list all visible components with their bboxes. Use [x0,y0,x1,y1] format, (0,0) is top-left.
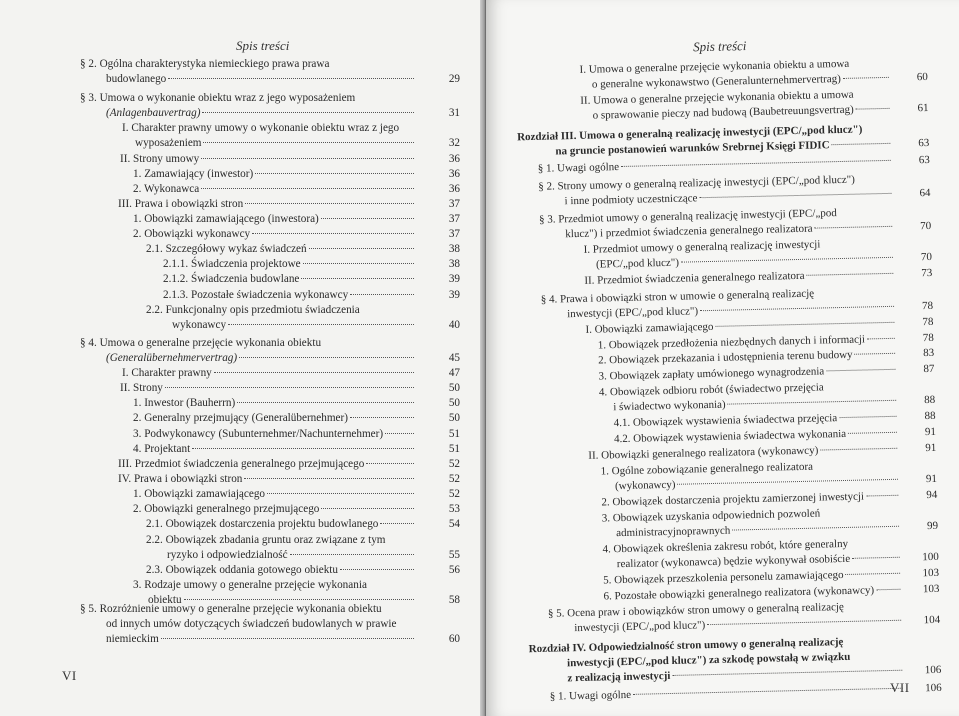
dot-leader [350,294,414,295]
toc-page-number: 100 [922,550,939,564]
toc-page-number: 38 [448,243,460,255]
toc-entry-text: 1. Ogólne zobowiązanie generalnego realizatora [600,460,814,478]
toc-entry-text: 1. Obowiązki zamawiającego (inwestora) [133,213,319,225]
toc-page-number: 32 [448,137,460,149]
toc-entry-text: 6. Pozostałe obowiązki generalnego realizatora (wykonawcy) [603,584,875,603]
toc-entry [120,153,418,166]
toc-page-number: 78 [922,315,934,329]
toc-page-number: 36 [448,183,460,195]
dot-leader [728,400,897,405]
toc-page-number: 103 [922,566,940,580]
toc-entry-text: 2. Wykonawca [133,183,200,195]
toc-entry-text: 2. Obowiązek dostarczenia projektu zamierzonej inwestycji [601,490,865,509]
toc-entry [120,382,418,395]
toc-entry-text: 2. Obowiązek przekazania i udostępnienia terenu budowy [598,348,853,367]
dot-leader [321,508,414,509]
dot-leader [856,108,890,110]
dot-leader [852,557,900,559]
toc-page-number: 37 [448,213,460,225]
toc-page-number: 50 [448,382,460,394]
toc-page-number: 91 [924,425,937,439]
toc-entry-text: § 5. Ocena praw i obowiązków stron umowy o generalną realizację [547,601,844,620]
toc-entry-text: 2. Generalny przejmujący (Generalübernehmer) [133,412,348,424]
dot-leader [621,160,891,167]
toc-entry-text: (EPC/„pod klucz") [595,256,680,271]
toc-entry-text: na gruncie postanowień warunków Srebrnej Księgi FIDIC [555,139,830,158]
toc-page-number: 63 [918,153,930,167]
toc-entry-text: 3. Obowiązek zapłaty umówionego wynagrodzenia [598,365,825,383]
toc-entry [133,183,418,196]
toc-entry-text: III. Prawa i obowiązki stron [118,198,244,210]
toc-entry-text: 3. Obowiązek uzyskania odpowiednich pozwoleń [601,507,821,525]
toc-entry-text: 5. Obowiązek przeszkolenia personelu zamawiającego [603,569,844,587]
toc-entry [80,58,329,71]
toc-entry [133,168,418,181]
toc-page-number: 36 [448,153,460,165]
page-number-left: VI [62,668,77,683]
toc-page-number: 78 [921,299,934,313]
toc-page-number: 64 [919,186,931,200]
toc-entry [118,458,418,471]
toc-page-number: 103 [922,582,940,596]
toc-page-number: 73 [921,266,933,280]
dot-leader [303,263,414,264]
toc-entry-text: administracyjnoprawnych [615,524,731,540]
toc-entry-text: 4. Obowiązek określenia zakresu robót, które generalny [602,537,849,556]
toc-entry [163,273,418,286]
toc-entry-text: I. Obowiązki zamawiającego [585,320,714,336]
dot-leader [385,433,414,434]
dot-leader [699,193,891,198]
toc-entry [133,579,367,592]
toc-entry [133,213,418,226]
dot-leader [633,688,903,695]
dot-leader [843,77,889,79]
toc-page-number: 29 [448,73,460,85]
toc-entry [80,92,355,105]
toc-page-number: 106 [925,681,942,695]
toc-entry-text: 2.1.3. Pozostałe świadczenia wykonawcy [163,289,349,301]
toc-entry-text: 2. Obowiązki wykonawcy [133,228,251,240]
toc-page-number: 91 [925,472,938,486]
toc-entry-text: § 3. Umowa o wykonanie obiektu wraz z jego wyposażeniem [80,92,356,104]
toc-entry-text: 1. Obowiązek przedłożenia niezbędnych danych i informacji [597,333,866,352]
toc-entry-text: (wykonawcy) [614,478,676,493]
toc-entry-text: i inne podmioty uczestniczące [564,192,698,208]
toc-entry [146,518,418,531]
dot-leader [380,523,414,524]
toc-page-number: 38 [448,258,460,270]
toc-entry [146,304,360,317]
toc-entry-text: wyposażeniem [135,137,202,149]
toc-entry-text: I. Umowa o generalne przejęcie wykonania obiektu a umowa [579,57,850,76]
toc-entry [80,337,321,350]
toc-page-number: 87 [923,362,935,376]
toc-entry-text: II. Przedmiot świadczenia generalnego realizatora [584,269,805,287]
dot-leader [681,257,893,263]
toc-entry-text: 2. Obowiązki generalnego przejmującego [133,503,320,515]
toc-entry-text: obiektu [148,594,182,606]
toc-entry-text: 2.1.2. Świadczenia budowlane [163,273,300,285]
toc-entry [118,198,418,211]
dot-leader [715,322,894,327]
toc-entry-text: IV. Prawa i obowiązki stron [118,473,243,485]
dot-leader [168,78,414,79]
toc-page-number: 70 [920,219,932,233]
toc-page-number: 91 [925,441,937,455]
toc-page-number: 88 [924,393,936,407]
toc-page-number: 55 [448,549,460,561]
toc-page-number: 45 [448,352,460,364]
dot-leader [245,203,414,204]
dot-leader [161,638,414,639]
toc-entry [146,534,386,547]
toc-entry [106,107,418,120]
dot-leader [839,416,896,418]
toc-entry [133,503,418,516]
toc-entry-text: 2.2. Obowiązek zbadania gruntu oraz związane z tym [146,534,386,546]
toc-page-number: 60 [916,70,928,84]
toc-page-number: 54 [448,518,460,530]
dot-leader [321,218,414,219]
toc-page-number: 61 [917,101,929,115]
toc-entry-text: (Anlagenbauvertrag) [106,107,201,119]
page-number-right: VII [890,680,910,695]
dot-leader [678,479,898,485]
dot-leader [855,353,896,355]
toc-entry-text: § 4. Prawa i obowiązki stron w umowie o generalną realizację [540,287,815,306]
dot-leader [848,432,897,434]
toc-entry-text: budowlanego [106,73,167,85]
toc-entry-text: § 5. Rozróżnienie umowy o generalne przejęcie wykonania obiektu [80,603,382,615]
dot-leader [228,324,414,325]
toc-entry-text: 4.1. Obowiązek wystawienia świadectwa przejęcia [613,412,838,430]
toc-page-number: 104 [923,613,941,627]
toc-entry-text: 2.1. Obowiązek dostarczenia projektu budowlanego [146,518,379,530]
dot-leader [244,478,414,479]
dot-leader [707,620,901,625]
dot-leader [165,387,414,388]
dot-leader [866,495,898,497]
toc-entry [538,155,895,176]
toc-entry [133,443,418,456]
toc-entry [106,73,418,86]
running-head-right: Spis treści [692,38,747,55]
dot-leader [214,372,414,373]
toc-entry [172,319,418,332]
dot-leader [876,589,900,591]
toc-entry-text: Rozdział III. Umowa o generalną realizację inwestycji (EPC/„pod klucz") [516,123,863,144]
dot-leader [252,233,414,234]
toc-page-number: 37 [448,228,460,240]
toc-entry-text: realizator (wykonawca) będzie wykonywał osobiście [616,552,851,571]
toc-entry-text: 1. Obowiązki zamawiającego [133,488,266,500]
toc-entry-text: II. Strony [120,382,163,394]
toc-entry [135,137,418,150]
toc-entry-text: I. Charakter prawny umowy o wykonanie obiektu wraz z jego [122,122,400,134]
dot-leader [832,143,891,145]
dot-leader [340,569,414,570]
toc-entry-text: Rozdział IV. Odpowiedzialność stron umowy o generalną realizację [528,636,844,656]
right-page-content [486,0,959,716]
dot-leader [201,188,414,189]
toc-page-number: 50 [448,397,460,409]
toc-entry-text: 4. Projektant [133,443,191,455]
toc-page-number: 94 [926,488,938,502]
toc-page-number: 83 [922,346,935,360]
toc-page-number: 53 [448,503,460,515]
toc-entry [122,122,399,135]
toc-entry-text: 4. Obowiązek odbioru robót (świadectwo przejęcia [598,381,824,399]
toc-entry [146,564,418,577]
toc-entry-text: 1. Inwestor (Bauherrn) [133,397,236,409]
toc-entry-text: i świadectwo wykonania) [613,398,726,414]
toc-entry-text: 2.2. Funkcjonalny opis przedmiotu świadczenia [146,304,360,316]
dot-leader [237,402,414,403]
toc-entry [163,258,418,271]
toc-page-number: 52 [448,488,460,500]
toc-entry-text: § 2. Strony umowy o generalną realizację inwestycji (EPC/„pod klucz") [538,173,855,193]
toc-entry-text: 2.3. Obowiązek oddania gotowego obiektu [146,564,339,576]
toc-page-number: 70 [920,250,933,264]
toc-page-number: 63 [918,136,930,150]
toc-entry-text: 2.1. Szczegółowy wykaz świadczeń [146,243,307,255]
toc-entry-text: § 2. Ogólna charakterystyka niemieckiego prawa prawa [80,58,330,70]
toc-page-number: 51 [448,428,460,440]
toc-entry [163,289,418,302]
toc-entry-text: inwestycji (EPC/„pod klucz") [567,305,699,321]
dot-leader [350,417,414,418]
toc-entry-text: z realizacją inwestycji [567,669,671,685]
dot-leader [826,369,895,372]
toc-entry [550,683,907,704]
toc-entry-text: niemieckim [106,633,159,645]
toc-entry-text: od innych umów dotyczących świadczeń budowlanych w prawie [106,618,397,630]
toc-page-number: 60 [448,633,460,645]
toc-page-number: 52 [448,458,460,470]
dot-leader [807,273,894,276]
toc-entry-text: wykonawcy [172,319,227,331]
dot-leader [201,158,414,159]
toc-entry-text: inwestycji (EPC/„pod klucz") [574,619,706,635]
dot-leader [820,448,897,451]
toc-page-number: 36 [448,168,460,180]
toc-entry-text: III. Przedmiot świadczenia generalnego przejmującego [118,458,365,470]
toc-entry [133,397,418,410]
toc-entry-text: ryzyko i odpowiedzialność [167,549,288,561]
dot-leader [700,306,894,311]
toc-entry-text: 3. Rodzaje umowy o generalne przejęcie wykonania [133,579,367,591]
toc-entry-text: I. Charakter prawny [122,367,212,379]
toc-entry [133,228,418,241]
toc-entry-text: 4.2. Obowiązek wystawienia świadectwa wykonania [613,427,847,446]
toc-entry-text: § 1. Uwagi ogólne [549,688,632,703]
toc-entry [122,367,418,380]
toc-entry [80,603,382,616]
dot-leader [366,463,414,464]
toc-page-number: 50 [448,412,460,424]
toc-entry-text: 1. Zamawiający (inwestor) [133,168,254,180]
dot-leader [267,493,414,494]
toc-page-number: 47 [448,367,460,379]
dot-leader [203,142,414,143]
toc-page-number: 31 [448,107,460,119]
dot-leader [309,248,414,249]
toc-entry [133,412,418,425]
toc-entry-text: § 4. Umowa o generalne przejęcie wykonania obiektu [80,337,322,349]
toc-entry [106,352,418,365]
dot-leader [301,278,414,279]
dot-leader [239,357,414,358]
toc-page-number: 51 [448,443,460,455]
dot-leader [867,338,895,340]
toc-entry-text: (Generalübernehmervertrag) [106,352,238,364]
toc-entry [106,633,418,646]
toc-page-number: 88 [924,409,936,423]
toc-entry [133,488,418,501]
toc-page-number: 99 [926,519,939,533]
dot-leader [255,173,414,174]
toc-page-number: 52 [448,473,460,485]
toc-entry-text: inwestycji (EPC/„pod klucz") za szkodę powstałą w związku [566,650,851,670]
right-page [486,0,959,716]
toc-page-number: 40 [448,319,460,331]
toc-entry-text: o sprawowanie pieczy nad budową (Baubetreuungsvertrag) [592,103,854,122]
toc-entry [106,618,396,631]
toc-page-number: 56 [448,564,460,576]
toc-entry [601,490,902,510]
toc-entry [133,428,418,441]
running-head-left: Spis treści [236,38,290,53]
toc-entry [603,584,904,604]
toc-entry-text: o generalne wykonawstwo (Generalunternehmervertrag) [591,72,841,91]
toc-entry [146,243,418,256]
toc-page-number: 106 [924,663,942,677]
dot-leader [672,670,902,676]
toc-entry [167,549,418,562]
dot-leader [184,599,414,600]
toc-page-number: 39 [448,273,460,285]
toc-page-number: 39 [448,289,460,301]
toc-page-number: 78 [922,331,934,345]
dot-leader [202,112,414,113]
toc-entry-text: 2.1.1. Świadczenia projektowe [163,258,301,270]
toc-entry-text: § 3. Przedmiot umowy o generalną realizację inwestycji (EPC/„pod [538,207,837,226]
toc-entry-text: II. Umowa o generalne przejęcie wykonania obiektu a umowa [580,88,854,107]
toc-entry [118,473,418,486]
toc-entry-text: § 1. Uwagi ogólne [537,161,620,175]
toc-entry [598,364,899,384]
toc-entry-text: 3. Podwykonawcy (Subunternehmer/Nachunternehmer) [133,428,384,440]
toc-entry-text: II. Strony umowy [120,153,200,165]
dot-leader [845,573,900,575]
toc-entry-text: I. Przedmiot umowy o generalną realizację inwestycji [583,238,821,256]
dot-leader [290,554,414,555]
dot-leader [815,226,893,229]
dot-leader [192,448,414,449]
dot-leader [732,526,899,531]
toc-entry-text: klucz") i przedmiot świadczenia generalnego realizatora [565,222,813,241]
toc-page-number: 58 [448,594,460,606]
toc-entry-text: II. Obowiązki generalnego realizatora (wykonawcy) [588,444,819,462]
toc-page-number: 37 [448,198,460,210]
